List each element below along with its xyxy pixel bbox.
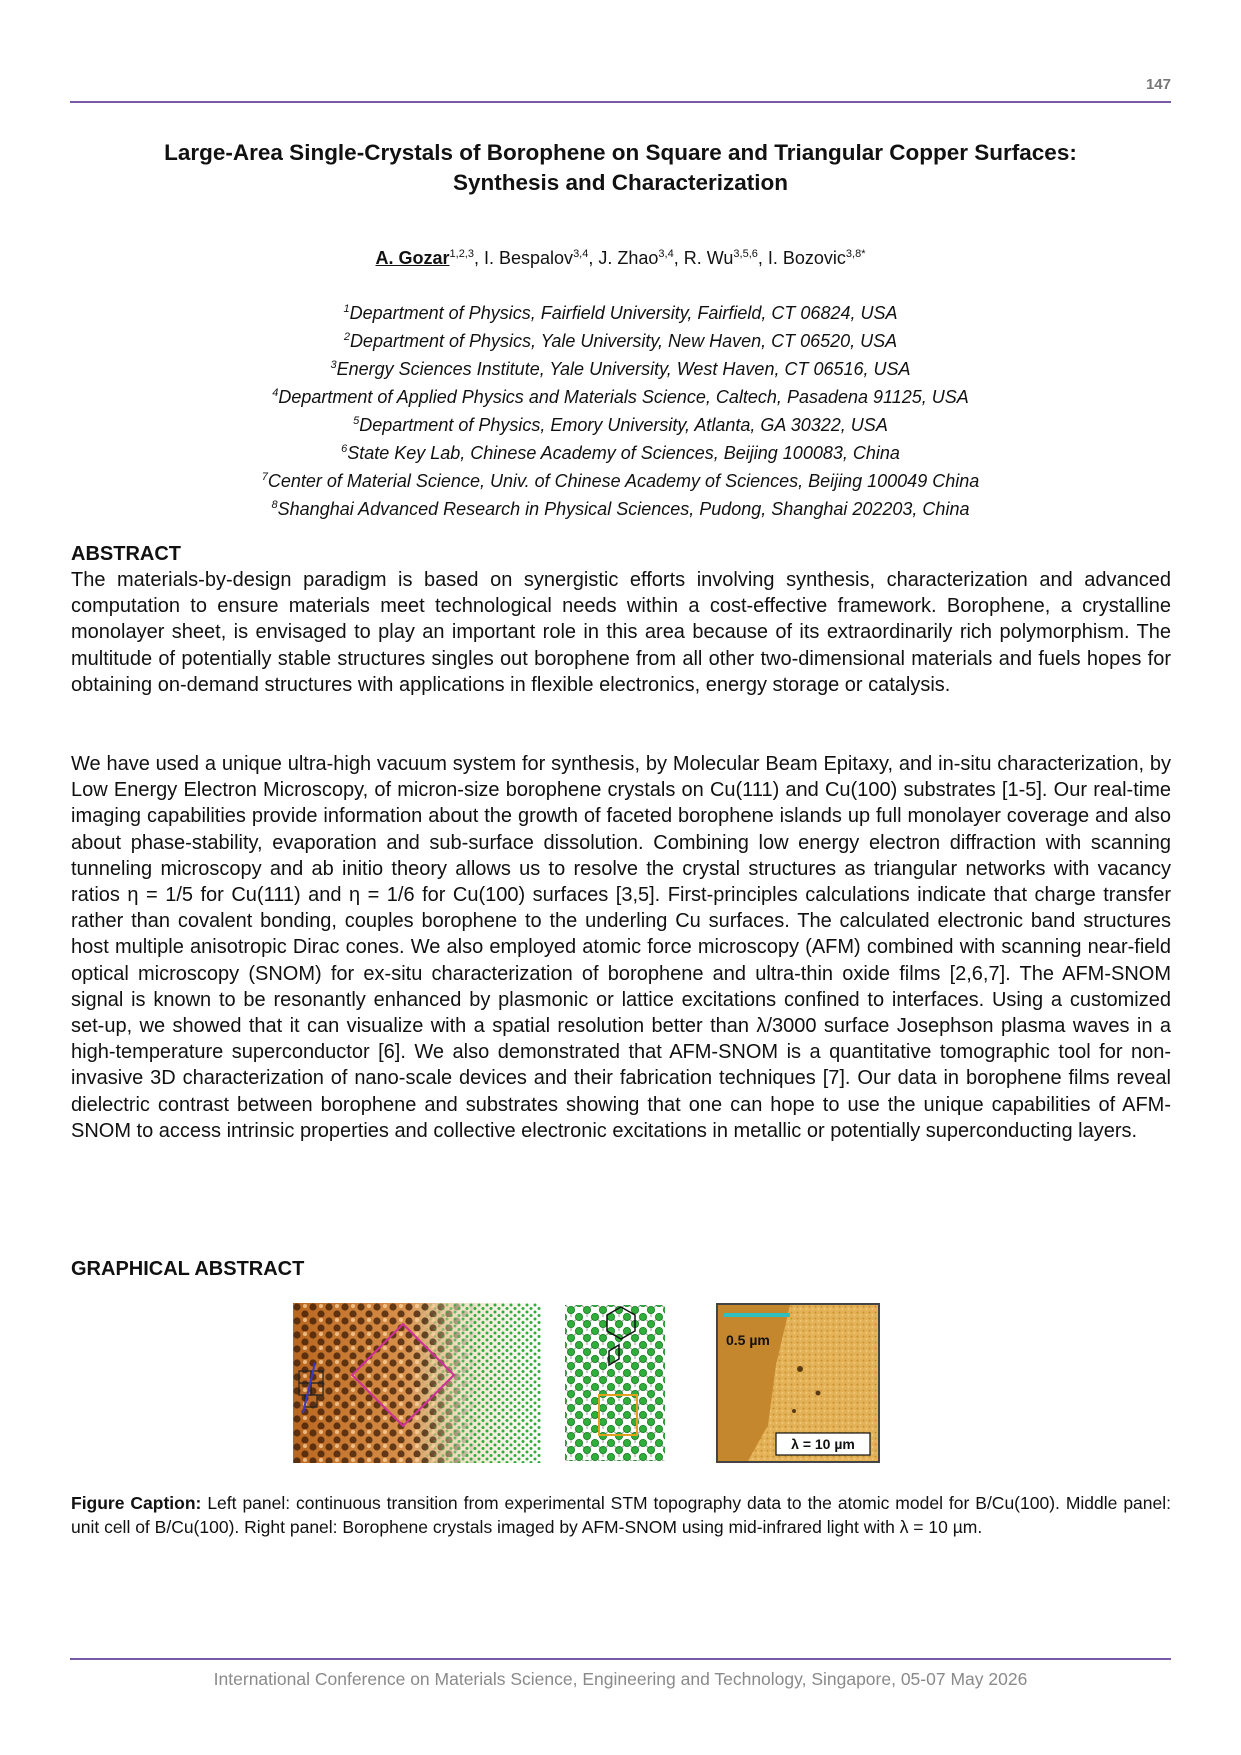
affiliation-text: Shanghai Advanced Research in Physical Sciences, Pudong, Shanghai 202203, China: [277, 499, 970, 519]
title-line-2: Synthesis and Characterization: [452, 170, 789, 195]
author-separator: ,: [673, 248, 684, 268]
conference-footer: International Conference on Materials Science, Engineering and Technology, Singapore, 05-07 May 2026: [213, 1669, 1028, 1689]
unit-cell-model: [563, 1303, 667, 1463]
author-affiliation-marks: 3,8*: [845, 248, 866, 260]
author-separator: ,: [588, 248, 599, 268]
author-name: A. Gozar: [375, 248, 450, 268]
affiliation-number: 2: [343, 331, 350, 343]
figure-caption: [71, 1491, 1171, 1539]
affiliation-list: [70, 297, 1171, 521]
affiliation-text: Energy Sciences Institute, Yale University, West Haven, CT 06516, USA: [336, 359, 911, 379]
header-rule: [70, 101, 1171, 103]
affiliation-number: 8: [271, 499, 278, 511]
author-separator: ,: [757, 248, 768, 268]
unit-cell-panel: [563, 1303, 667, 1463]
affiliation-number: 5: [353, 415, 360, 427]
affiliation-text: Department of Physics, Yale University, New Haven, CT 06520, USA: [349, 331, 898, 351]
affiliation-line: [70, 409, 1171, 437]
affiliation-number: 3: [330, 359, 337, 371]
affiliation-number: 4: [272, 387, 279, 399]
author-name: I. Bozovic: [767, 248, 846, 268]
page-number: 147: [1145, 76, 1171, 93]
affiliation-line: [70, 297, 1171, 325]
footer-rule: [70, 1658, 1171, 1660]
affiliation-text: Department of Applied Physics and Materials Science, Caltech, Pasadena 91125, USA: [278, 387, 969, 407]
author-name: R. Wu: [683, 248, 734, 268]
author-separator: ,: [473, 248, 484, 268]
abstract-heading: ABSTRACT: [71, 543, 181, 565]
abstract-paragraph-2: We have used a unique ultra-high vacuum system for synthesis, by Molecular Beam Epitaxy, and in-situ characterization, by Low Energy Electron Microscopy, of micron-size borophene crystals on Cu(111) and Cu(100) substrates [1-5]. Our real-time imaging capabilities provide information about the growth of faceted borophene islands up full monolayer coverage and also about phase-stability, evaporation and sub-surface dissolution. Combining low energy electron diffraction with scanning tunneling microscopy and ab initio theory allows us to resolve the crystal structures as triangular networks with vacancy ratios η = 1/5 for Cu(111) and η = 1/6 for Cu(100) surfaces [3,5]. First-principles calculations indicate that charge transfer rather than covalent bonding, couples borophene to the underling Cu surfaces. The calculated electronic band structures host multiple anisotropic Dirac cones. We also employed atomic force microscopy (AFM) combined with scanning near-field optical microscopy (SNOM) for ex-situ characterization of borophene and ultra-thin oxide films [2,6,7]. The AFM-SNOM signal is known to be resonantly enhanced by plasmonic or lattice excitations confined to interfaces. Using a customized set-up, we showed that it can visualize with a spatial resolution better than λ/3000 surface Josephson plasma waves in a high-temperature superconductor [6]. We also demonstrated that AFM-SNOM is a quantitative tomographic tool for non-invasive 3D characterization of nano-scale devices and their fabrication techniques [7]. Our data in borophene films reveal dielectric contrast between borophene and substrates showing that one can hope to use the unique capabilities of AFM-SNOM to access intrinsic properties and collective electronic excitations in metallic or potentially superconducting layers.: [71, 753, 1171, 1142]
affiliation-text: Department of Physics, Emory University, Atlanta, GA 30322, USA: [359, 415, 888, 435]
affiliation-text: State Key Lab, Chinese Academy of Sciences, Beijing 100083, China: [347, 443, 900, 463]
author-affiliation-marks: 1,2,3: [449, 248, 474, 260]
scale-bar-label: 0.5 µm: [726, 1332, 770, 1348]
author-affiliation-marks: 3,4: [573, 248, 589, 260]
author-list: [70, 248, 1171, 269]
author-name: J. Zhao: [598, 248, 659, 268]
affiliation-number: 1: [343, 303, 350, 315]
affiliation-line: [70, 437, 1171, 465]
stm-topography-panel: [293, 1303, 541, 1463]
affiliation-line: [70, 325, 1171, 353]
wavelength-label: λ = 10 µm: [791, 1436, 855, 1452]
graphical-abstract-heading: GRAPHICAL ABSTRACT: [71, 1258, 305, 1280]
author-affiliation-marks: 3,4: [658, 248, 674, 260]
caption-text: Left panel: continuous transition from experimental STM topography data to the atomic model for B/Cu(100). Middle panel: unit cell of B/Cu(100). Right panel: Borophene crystals imaged by AFM-SNOM using mid-infrared light with λ = 10 µm.: [71, 1493, 1171, 1537]
affiliation-text: Department of Physics, Fairfield University, Fairfield, CT 06824, USA: [349, 303, 898, 323]
affiliation-text: Center of Material Science, Univ. of Chinese Academy of Sciences, Beijing 100049 China: [267, 471, 980, 491]
paper-title: [70, 138, 1171, 198]
affiliation-line: [70, 381, 1171, 409]
afm-snom-image: [718, 1305, 878, 1461]
caption-label: Figure Caption:: [71, 1493, 202, 1513]
afm-snom-panel: [716, 1303, 880, 1463]
affiliation-line: [70, 465, 1171, 493]
stm-topography-image: [293, 1303, 541, 1463]
affiliation-line: [70, 493, 1171, 521]
abstract-paragraph-1: The materials-by-design paradigm is based on synergistic efforts involving synthesis, characterization and advanced computation to ensure materials meet technological needs within a cost-effective framework. Borophene, a crystalline monolayer sheet, is envisaged to play an important role in this area because of its extraordinarily rich polymorphism. The multitude of potentially stable structures singles out borophene from all other two-dimensional materials and fuels hopes for obtaining on-demand structures with applications in flexible electronics, energy storage or catalysis.: [71, 569, 1171, 696]
author-name: I. Bespalov: [484, 248, 574, 268]
author-affiliation-marks: 3,5,6: [733, 248, 758, 260]
title-line-1: Large-Area Single-Crystals of Borophene on Square and Triangular Copper Surfaces:: [164, 140, 1077, 165]
affiliation-number: 6: [341, 443, 348, 455]
affiliation-number: 7: [261, 471, 268, 483]
affiliation-line: [70, 353, 1171, 381]
